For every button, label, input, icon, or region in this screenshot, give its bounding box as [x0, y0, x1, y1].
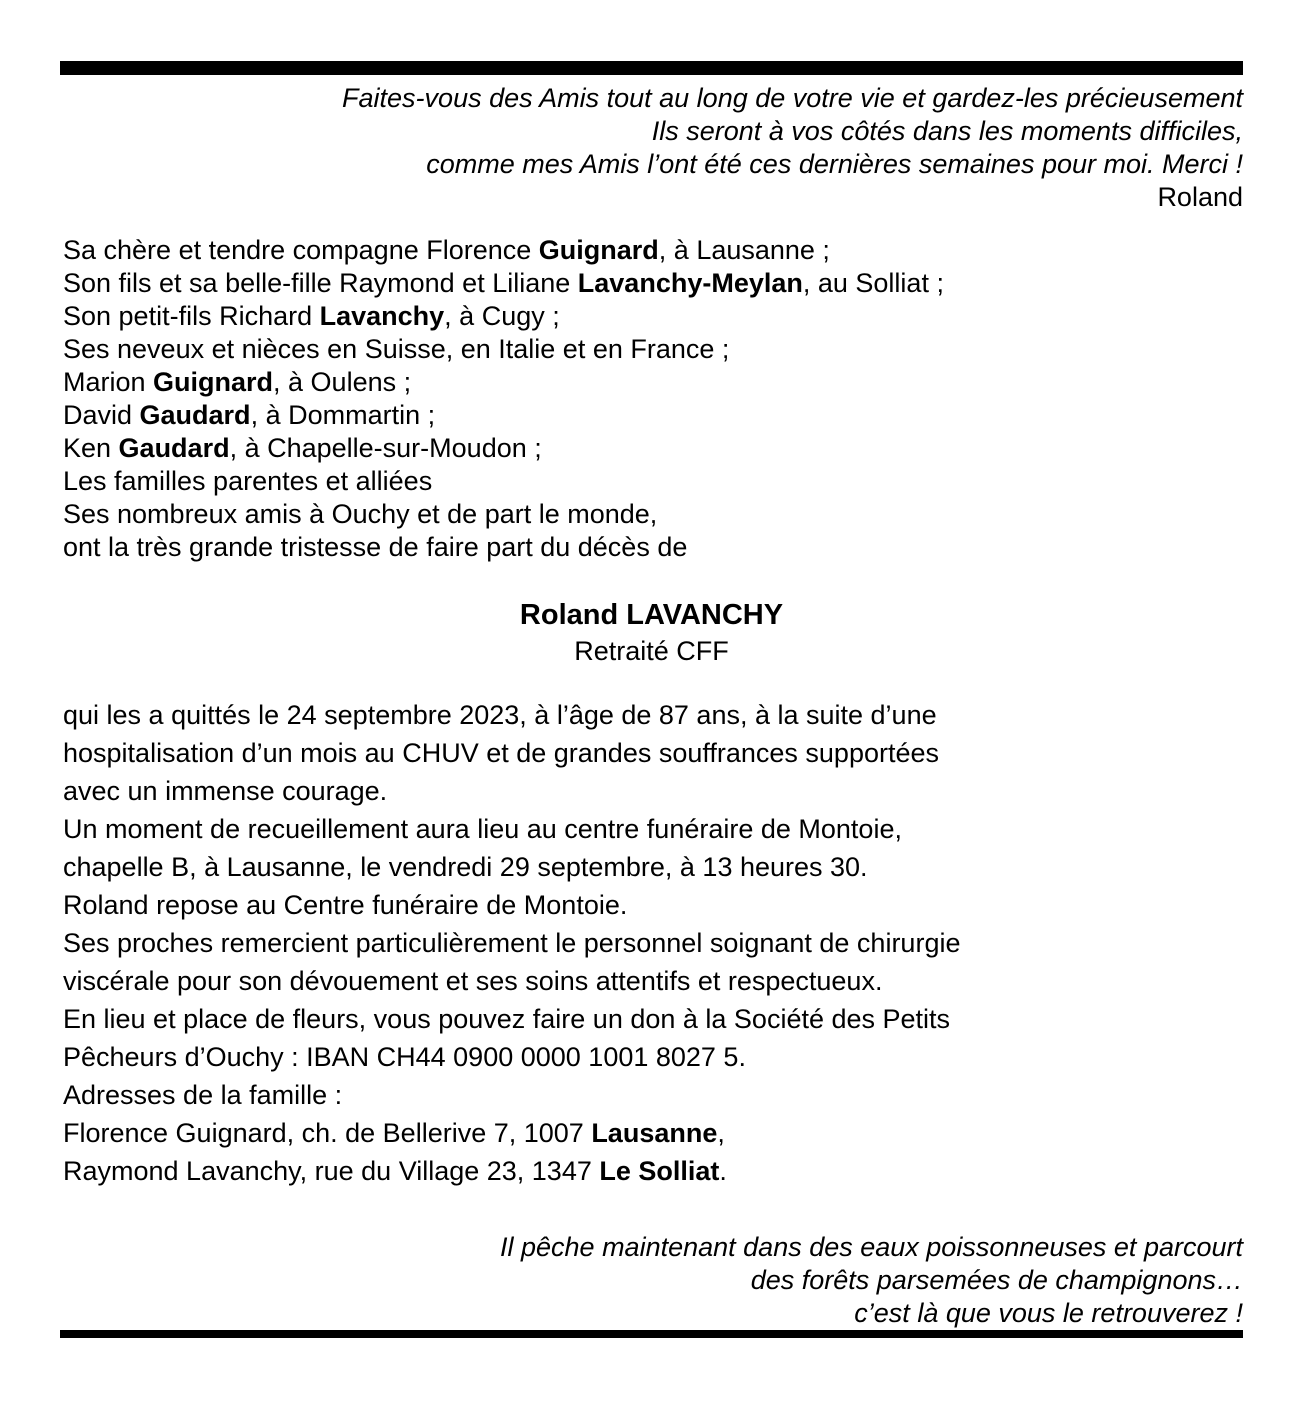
text-line: Il pêche maintenant dans des eaux poissonneuses et parcourt — [500, 1232, 1243, 1262]
text-line: Son fils et sa belle-fille Raymond et Liliane Lavanchy-Meylan, au Solliat ; — [63, 268, 944, 298]
text-line: Faites-vous des Amis tout au long de votre vie et gardez-les précieusement — [342, 83, 1243, 113]
text-line: Un moment de recueillement aura lieu au centre funéraire de Montoie, — [63, 814, 902, 844]
family-announcement-list — [63, 234, 944, 564]
text-line: Marion Guignard, à Oulens ; — [63, 367, 412, 397]
text-line: Pêcheurs d’Ouchy : IBAN CH44 0900 0000 1001 8027 5. — [63, 1042, 746, 1072]
text-line: comme mes Amis l’ont été ces dernières semaines pour moi. Merci ! — [426, 149, 1243, 179]
text-line: Ses proches remercient particulièrement le personnel soignant de chirurgie — [63, 928, 961, 958]
announcement-body — [63, 696, 960, 1190]
text-line: Son petit-fils Richard Lavanchy, à Cugy ; — [63, 301, 560, 331]
deceased-title: Retraité CFF — [574, 636, 729, 666]
text-line: Ses nombreux amis à Ouchy et de part le monde, — [63, 499, 658, 529]
deceased-name: Roland LAVANCHY — [519, 599, 784, 631]
text-line: Ses neveux et nièces en Suisse, en Italie et en France ; — [63, 334, 730, 364]
text-line: c’est là que vous le retrouverez ! — [854, 1298, 1243, 1328]
bottom-divider — [60, 1330, 1243, 1338]
text-line: En lieu et place de fleurs, vous pouvez faire un don à la Société des Petits — [63, 1004, 951, 1034]
text-line: Ils seront à vos côtés dans les moments difficiles, — [651, 116, 1243, 146]
text-line: qui les a quittés le 24 septembre 2023, à l’âge de 87 ans, à la suite d’une — [63, 700, 937, 730]
text-line: Sa chère et tendre compagne Florence Guignard, à Lausanne ; — [63, 235, 830, 265]
text-line: ont la très grande tristesse de faire part du décès de — [63, 532, 688, 562]
closing-quote — [63, 1231, 1243, 1330]
epigraph-signature: Roland — [1157, 182, 1243, 212]
text-line: chapelle B, à Lausanne, le vendredi 29 septembre, à 13 heures 30. — [63, 852, 868, 882]
deceased-name-block — [60, 597, 1243, 668]
text-line: viscérale pour son dévouement et ses soins attentifs et respectueux. — [63, 966, 883, 996]
text-line: Roland repose au Centre funéraire de Montoie. — [63, 890, 628, 920]
text-line: David Gaudard, à Dommartin ; — [63, 400, 436, 430]
text-line: Les familles parentes et alliées — [63, 466, 433, 496]
top-divider — [60, 61, 1243, 75]
text-line: Ken Gaudard, à Chapelle-sur-Moudon ; — [63, 433, 542, 463]
epigraph-lines — [63, 82, 1243, 181]
text-line: hospitalisation d’un mois au CHUV et de grandes souffrances supportées — [63, 738, 940, 768]
text-line: des forêts parsemées de champignons… — [750, 1265, 1243, 1295]
text-line: Florence Guignard, ch. de Bellerive 7, 1007 Lausanne, — [63, 1118, 725, 1148]
epigraph — [63, 82, 1243, 214]
text-line: Adresses de la famille : — [63, 1080, 343, 1110]
text-line: avec un immense courage. — [63, 776, 388, 806]
text-line: Raymond Lavanchy, rue du Village 23, 1347 Le Solliat. — [63, 1156, 727, 1186]
